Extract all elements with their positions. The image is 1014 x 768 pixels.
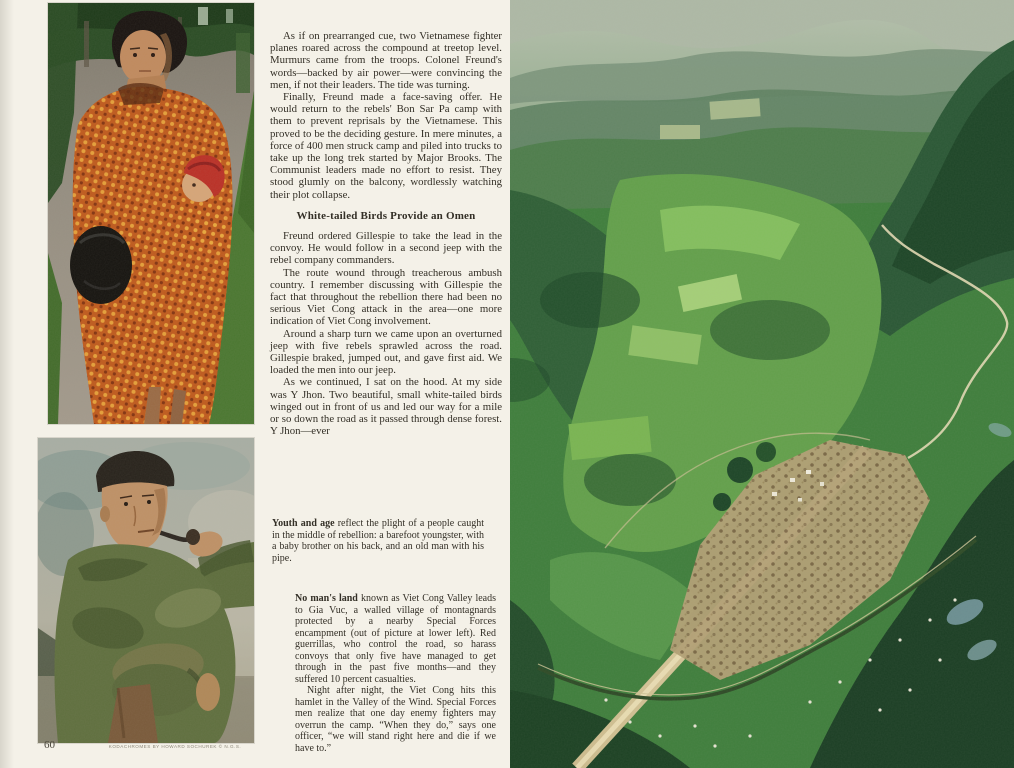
body-paragraph: Around a sharp turn we came upon an overturned jeep with five rebels sprawled across the road. Gillespie braked, jumped out, and gave first aid. We loaded the men into our jeep. (270, 327, 502, 377)
photo-aerial-valley (510, 0, 1014, 768)
body-paragraph: As we continued, I sat on the hood. At my side was Y Jhon. Two beautiful, small white-tailed birds winged out in front of us and led our way for a mile or so down the road as it passed through dense forest. Y Jhon—ever (270, 376, 502, 438)
caption-lead: Youth and age (272, 518, 335, 529)
caption-text: known as Viet Cong Valley leads to Gia Vuc, a walled village of montagnards protected by a nearby Special Forces encampment (out of picture at lower left). Red guerrillas, who control the road, so harass convoys that only five have managed to get through in the past five months—and they suffered 10 percent casualties. (295, 593, 496, 685)
photo-boy-with-baby (48, 3, 254, 424)
page-number: 60 (44, 739, 55, 751)
caption-text: reflect the plight of a people caught in the middle of rebellion: a barefoot youngster, with a baby brother on his back, and an old man with his pipe. (272, 518, 484, 564)
photo-boy-illustration (48, 3, 254, 424)
article-column (270, 30, 502, 438)
caption-no-mans-land (295, 593, 496, 754)
caption-youth-and-age (272, 518, 484, 564)
photo-aerial-illustration (510, 0, 1014, 768)
photo-oldman-illustration (38, 438, 254, 743)
body-paragraph: Freund ordered Gillespie to take the lead in the convoy. He would follow in a second jeep with the rebel company commanders. (270, 230, 502, 267)
body-paragraph: The route wound through treacherous ambush country. I remember discussing with Gillespie the fact that throughout the rebellion there had been no serious Viet Cong attack in the area—one more indication of Viet Cong involvement. (270, 266, 502, 328)
caption-text: Night after night, the Viet Cong hits this hamlet in the Valley of the Wind. Special Forces men realize that one day enemy fighters may overrun the camp. “When they do,” says one officer, “we will stand right here and die if we have to.” (295, 685, 496, 754)
caption-lead: No man's land (295, 593, 358, 604)
photo-old-man-pipe (38, 438, 254, 743)
body-paragraph: Finally, Freund made a face-saving offer. He would return to the rebels' Bon Sar Pa camp with them to prevent reprisals by the Vietnamese. This proved to be the deciding gesture. In mere minutes, a force of 400 men struck camp and piled into trucks to take up the long trek started by Major Brooks. The Communist leaders made no effort to resist. They stood glumly on the balcony, wordlessly watching their plot collapse. (270, 91, 502, 201)
body-paragraph: As if on prearranged cue, two Vietnamese fighter planes roared across the compound at treetop level. Murmurs came from the troops. Colonel Freund's words—backed by air power—were convincing the men, if not their leaders. The tide was turning. (270, 30, 502, 91)
section-heading: White-tailed Birds Provide an Omen (296, 209, 476, 222)
photo-credit: KODACHROMES BY HOWARD SOCHUREK © N.G.S. (108, 744, 242, 749)
